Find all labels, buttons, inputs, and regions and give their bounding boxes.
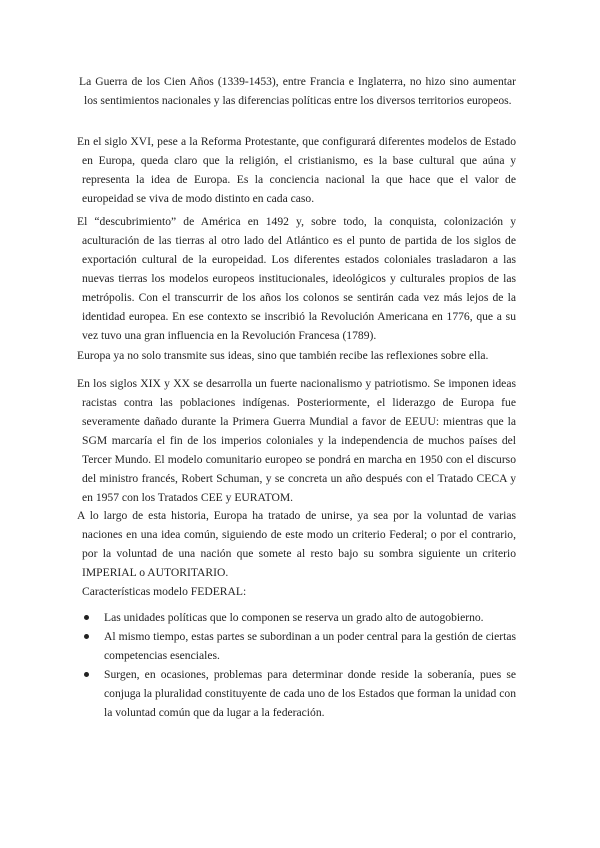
- section-heading: Características modelo FEDERAL:: [82, 585, 247, 598]
- bullet-icon: [84, 672, 89, 677]
- list-item-text: Surgen, en ocasiones, problemas para determinar donde reside la soberanía, pues se conjuga la pluralidad constituyente de cada uno de los Estados que forman la unidad con la voluntad común que da lugar a la federación.: [104, 668, 516, 719]
- paragraph-unification: A lo largo de esta historia, Europa ha tratado de unirse, ya sea por la voluntad de varias naciones en una idea común, siguiendo de este modo un criterio Federal; o por el contrario, por la voluntad de una nación que somete al resto bajo su sombra siguiente un criterio IMPERIAL o AUTORITARIO.: [77, 509, 516, 579]
- paragraph-hundred-years-war: La Guerra de los Cien Años (1339-1453), entre Francia e Inglaterra, no hizo sino aumentar los sentimientos nacionales y las diferencias políticas entre los diversos territorios europeos.: [79, 75, 516, 107]
- list-item: [104, 608, 516, 627]
- federal-characteristics-list: [104, 608, 516, 722]
- list-item: [104, 665, 516, 722]
- bullet-icon: [84, 615, 89, 620]
- paragraph-nineteenth-twentieth: En los siglos XIX y XX se desarrolla un fuerte nacionalismo y patriotismo. Se imponen ideas racistas contra las poblaciones indígenas. Posteriormente, el liderazgo de Europa fue severamente dañado durante la Primera Guerra Mundial a favor de EEUU: mientras que la SGM marcaría el fin de los imperios coloniales y la independencia de muchos países del Tercer Mundo. El modelo comunitario europeo se pondrá en marcha en 1950 con el discurso del ministro francés, Robert Schuman, y se concreta un año después con el Tratado CECA y en 1957 con los Tratados CEE y EURATOM.: [77, 377, 516, 504]
- list-item-text: Las unidades políticas que lo componen se reserva un grado alto de autogobierno.: [104, 611, 484, 624]
- list-item-text: Al mismo tiempo, estas partes se subordinan a un poder central para la gestión de ciertas competencias esenciales.: [104, 630, 516, 662]
- paragraph-discovery-america: El “descubrimiento” de América en 1492 y, sobre todo, la conquista, colonización y aculturación de las tierras al otro lado del Atlántico es el punto de partida de los siglos de exportación cultural de la europeidad. Los diferentes estados coloniales trasladaron a las nuevas tierras los modelos europeos institucionales, ideológicos y culturales propios de las metrópolis. Con el transcurrir de los años los colonos se sentirán cada vez más lejos de la identidad europea. En ese contexto se inscribió la Revolución Americana en 1776, que a su vez tuvo una gran influencia en la Revolución Francesa (1789).: [77, 215, 516, 342]
- paragraph-sixteenth-century: En el siglo XVI, pese a la Reforma Protestante, que configurará diferentes modelos de Estado en Europa, queda claro que la religión, el cristianismo, es la base cultural que aúna y representa la idea de Europa. Es la conciencia nacional la que hace que el valor de europeidad se viva de modo distinto en cada caso.: [77, 135, 516, 205]
- bullet-icon: [84, 634, 89, 639]
- paragraph-europe-ideas: Europa ya no solo transmite sus ideas, sino que también recibe las reflexiones sobre ella.: [77, 349, 489, 362]
- list-item: [104, 627, 516, 665]
